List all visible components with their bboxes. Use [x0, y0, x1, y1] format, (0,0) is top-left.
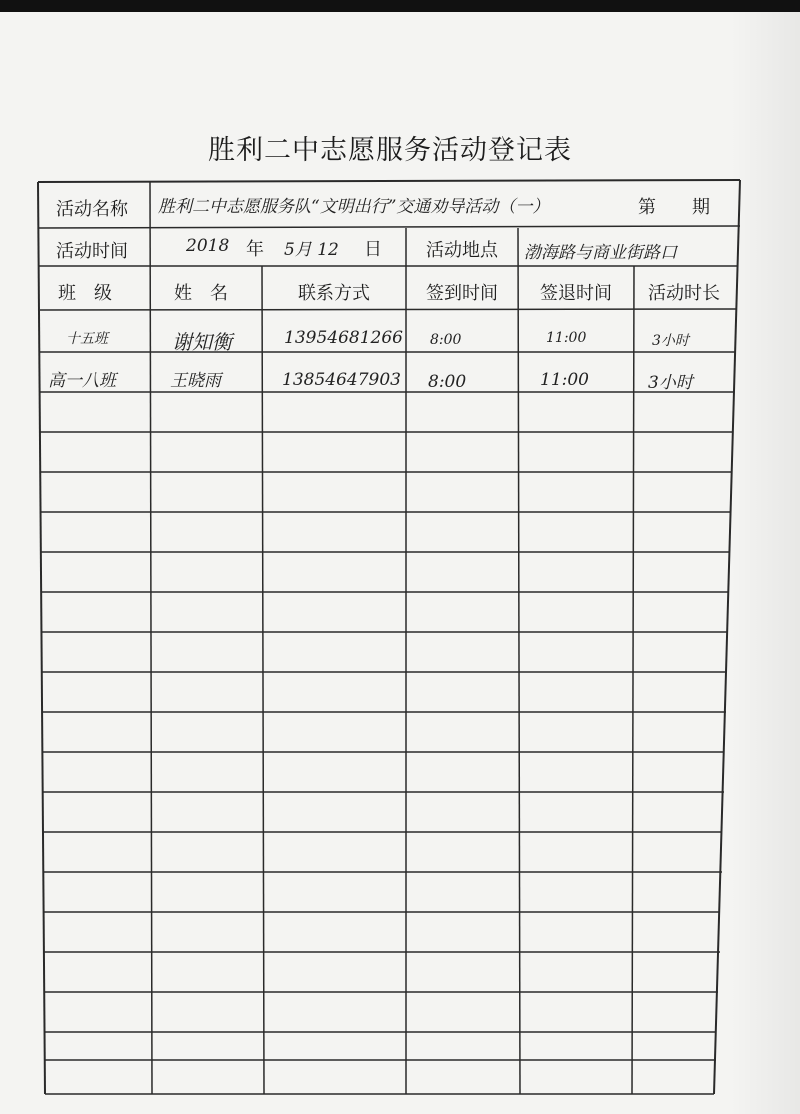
row-1-name: 谢知衡	[172, 330, 232, 354]
activity-location-value: 渤海路与商业街路口	[524, 243, 677, 263]
row-2-sign-out: 11:00	[540, 370, 589, 390]
column-header-sign-in: 签到时间	[426, 283, 498, 304]
activity-time-label: 活动时间	[56, 241, 128, 262]
issue-label-prefix: 第	[638, 197, 656, 218]
day-char: 日	[364, 239, 382, 260]
column-header-contact: 联系方式	[298, 283, 370, 304]
date-month-day: 5月 12	[284, 240, 339, 260]
row-1-duration: 3小时	[652, 333, 689, 349]
column-header-sign-out: 签退时间	[540, 283, 612, 304]
date-year: 2018	[186, 236, 230, 256]
row-2-duration: 3小时	[648, 373, 693, 393]
column-header-duration: 活动时长	[648, 283, 720, 304]
column-header-name: 姓 名	[174, 283, 228, 304]
row-2-contact: 13854647903	[282, 370, 401, 390]
year-char: 年	[246, 239, 264, 260]
page-title: 胜利二中志愿服务活动登记表	[208, 135, 572, 166]
row-1-sign-out: 11:00	[546, 330, 587, 346]
row-1-contact: 13954681266	[284, 328, 403, 348]
row-2-sign-in: 8:00	[428, 372, 467, 392]
issue-label-suffix: 期	[692, 197, 710, 218]
column-header-class: 班 级	[58, 283, 112, 304]
row-2-name: 王晓雨	[170, 371, 221, 391]
activity-location-label: 活动地点	[426, 240, 498, 261]
row-1-class: 十五班	[66, 331, 108, 347]
activity-name-value: 胜利二中志愿服务队“文明出行”交通劝导活动（一）	[158, 197, 550, 217]
activity-name-label: 活动名称	[56, 199, 128, 220]
row-2-class: 高一八班	[48, 371, 116, 391]
row-1-sign-in: 8:00	[430, 332, 462, 348]
